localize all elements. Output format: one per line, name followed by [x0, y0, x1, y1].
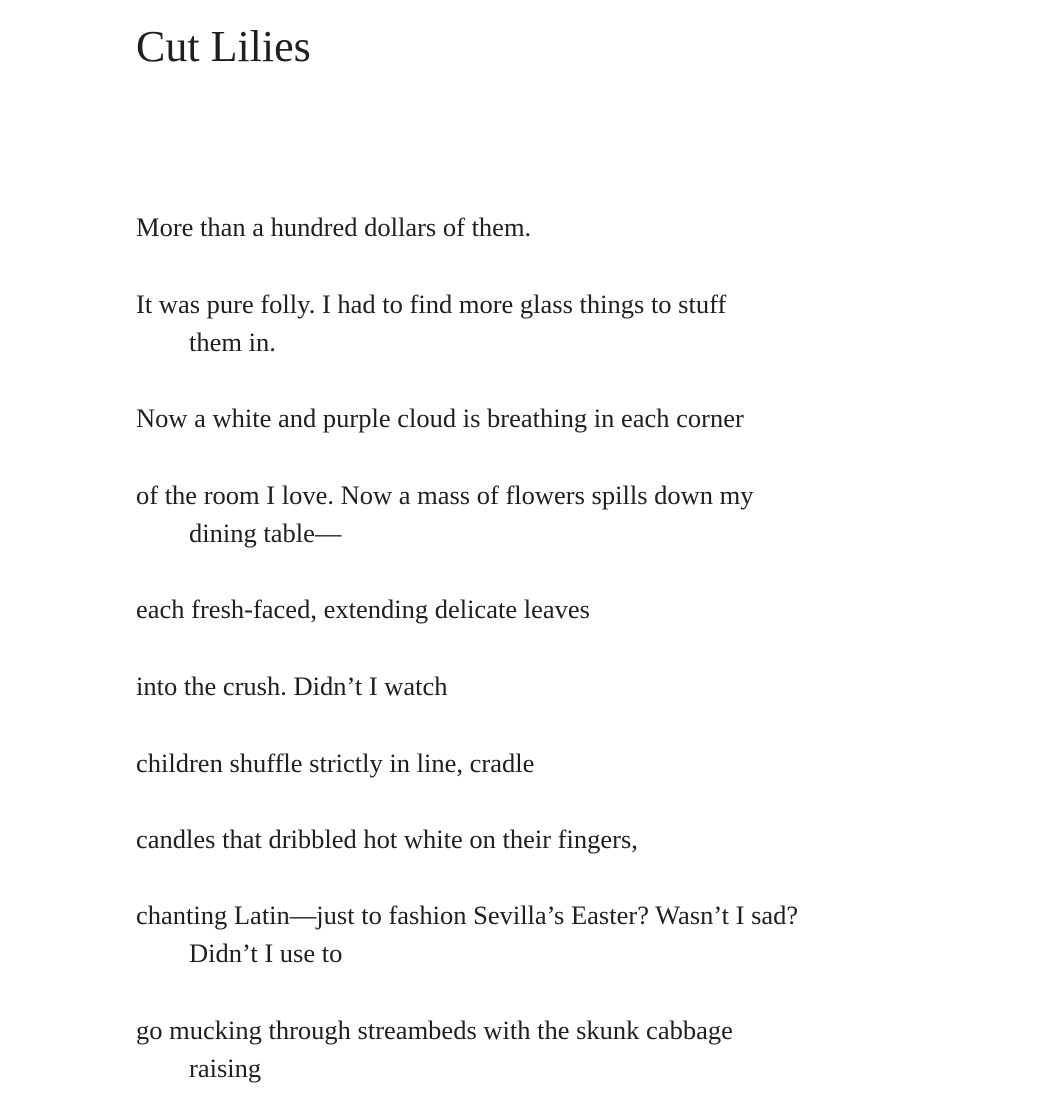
poem-line: [136, 590, 1036, 628]
poem-line-text: It was pure folly. I had to find more glass things to stuff: [136, 289, 727, 319]
poem-line-continuation: raising: [189, 1053, 262, 1083]
poem-line-text: of the room I love. Now a mass of flowers spills down my: [136, 480, 754, 510]
poem-line-text: each fresh-faced, extending delicate leaves: [136, 594, 590, 624]
poem-line-continuation: dining table—: [189, 518, 342, 548]
poem-line: [136, 208, 1036, 246]
poem-line-text: into the crush. Didn’t I watch: [136, 671, 448, 701]
poem-line: [136, 744, 1036, 782]
poem-line: [136, 399, 1036, 437]
poem-line: [136, 1011, 1036, 1087]
poem-line-text: go mucking through streambeds with the skunk cabbage: [136, 1015, 733, 1045]
poem-line: [136, 285, 1036, 361]
poem-line-text: children shuffle strictly in line, cradle: [136, 748, 535, 778]
poem-line: [136, 820, 1036, 858]
poem-line: [136, 896, 1036, 972]
poem-line-text: More than a hundred dollars of them.: [136, 212, 532, 242]
poem-line: [136, 667, 1036, 705]
poem-line-continuation: them in.: [189, 327, 276, 357]
poem-line-text: candles that dribbled hot white on their fingers,: [136, 824, 638, 854]
poem-title: Cut Lilies: [136, 22, 311, 71]
poem-line-continuation: Didn’t I use to: [189, 938, 343, 968]
poem-line-text: Now a white and purple cloud is breathing in each corner: [136, 403, 744, 433]
poem-line: [136, 476, 1036, 552]
poem-line-text: chanting Latin—just to fashion Sevilla’s Easter? Wasn’t I sad?: [136, 900, 799, 930]
